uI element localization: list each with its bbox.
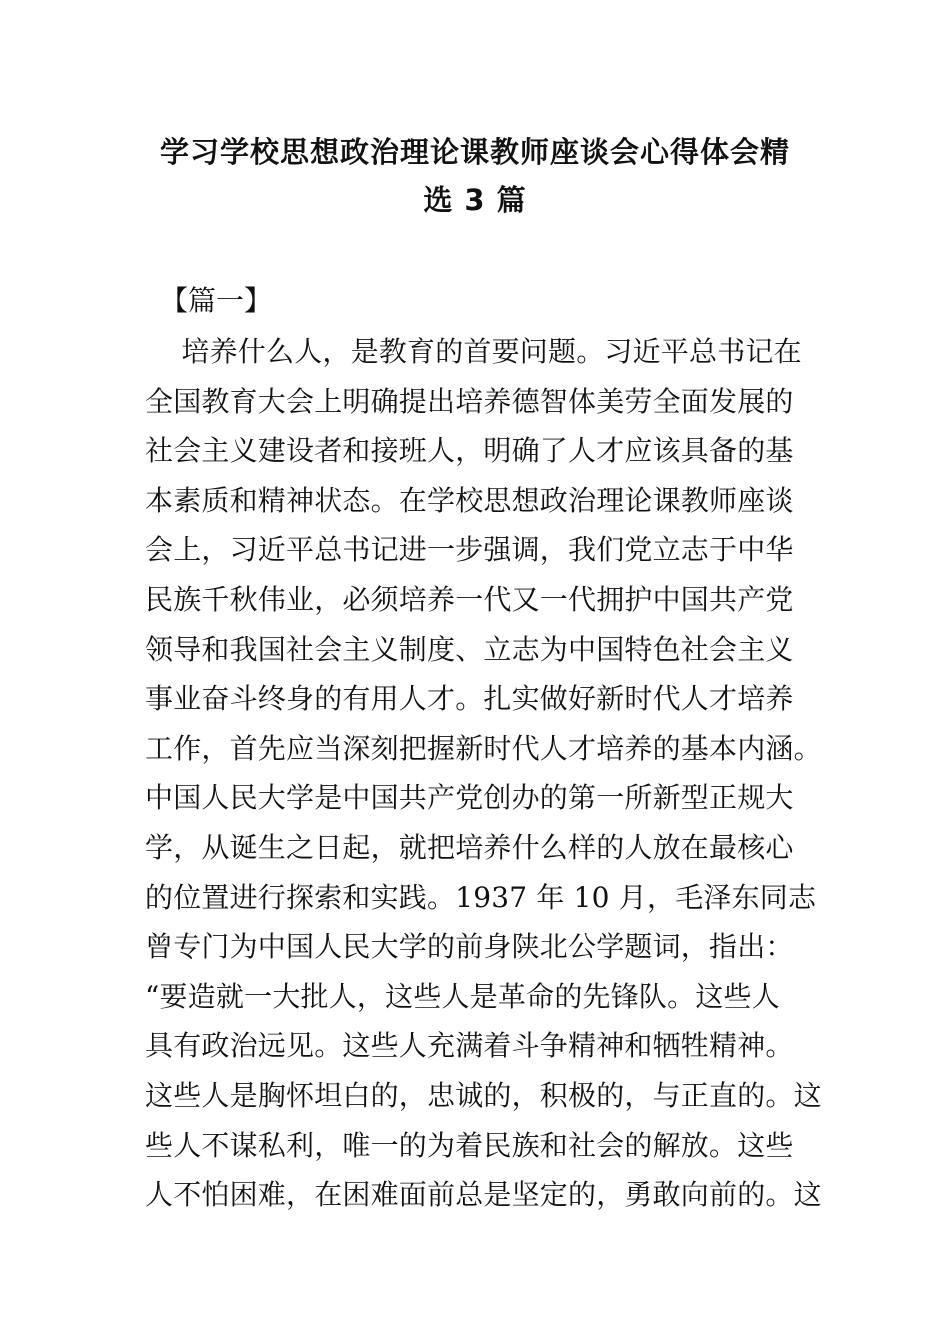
text-line: 本素质和精神状态。在学校思想政治理论课教师座谈 [145, 483, 794, 517]
text-line: 工作，首先应当深刻把握新时代人才培养的基本内涵。 [145, 731, 822, 765]
text-line: 领导和我国社会主义制度、立志为中国特色社会主义 [145, 632, 794, 666]
text-line: 的位置进行探索和实践。1937 年 10 月，毛泽东同志 [145, 880, 817, 914]
text-line: 些人不谋私利，唯一的为着民族和社会的解放。这些 [145, 1128, 794, 1162]
text-line: 社会主义建设者和接班人，明确了人才应该具备的基 [145, 434, 794, 468]
title-line-2: 选 3 篇 [423, 183, 527, 217]
text-line: 曾专门为中国人民大学的前身陕北公学题词，指出： [145, 930, 794, 964]
text-line: 中国人民大学是中国共产党创办的第一所新型正规大 [145, 781, 794, 815]
text-line: 具有政治远见。这些人充满着斗争精神和牺牲精神。 [145, 1029, 794, 1063]
body-paragraph [145, 327, 825, 1220]
text-line: 事业奋斗终身的有用人才。扎实做好新时代人才培养 [145, 682, 794, 716]
text-line: 培养什么人，是教育的首要问题。习近平总书记在 [145, 335, 802, 368]
text-line: 学，从诞生之日起，就把培养什么样的人放在最核心 [145, 830, 794, 864]
text-line: 民族千秋伟业，必须培养一代又一代拥护中国共产党 [145, 582, 794, 616]
text-line: 全国教育大会上明确提出培养德智体美劳全面发展的 [145, 384, 794, 418]
title-line-1: 学习学校思想政治理论课教师座谈会心得体会精 [159, 135, 790, 169]
text-line: 人不怕困难，在困难面前总是坚定的，勇敢向前的。这 [145, 1178, 822, 1212]
text-line: 会上，习近平总书记进一步强调，我们党立志于中华 [145, 533, 794, 567]
section-label: 【篇一】 [160, 284, 273, 317]
text-line: 这些人是胸怀坦白的，忠诚的，积极的，与正直的。这 [145, 1078, 822, 1112]
document-title [120, 128, 830, 224]
text-line: “要造就一大批人，这些人是革命的先锋队。这些人 [145, 979, 780, 1013]
